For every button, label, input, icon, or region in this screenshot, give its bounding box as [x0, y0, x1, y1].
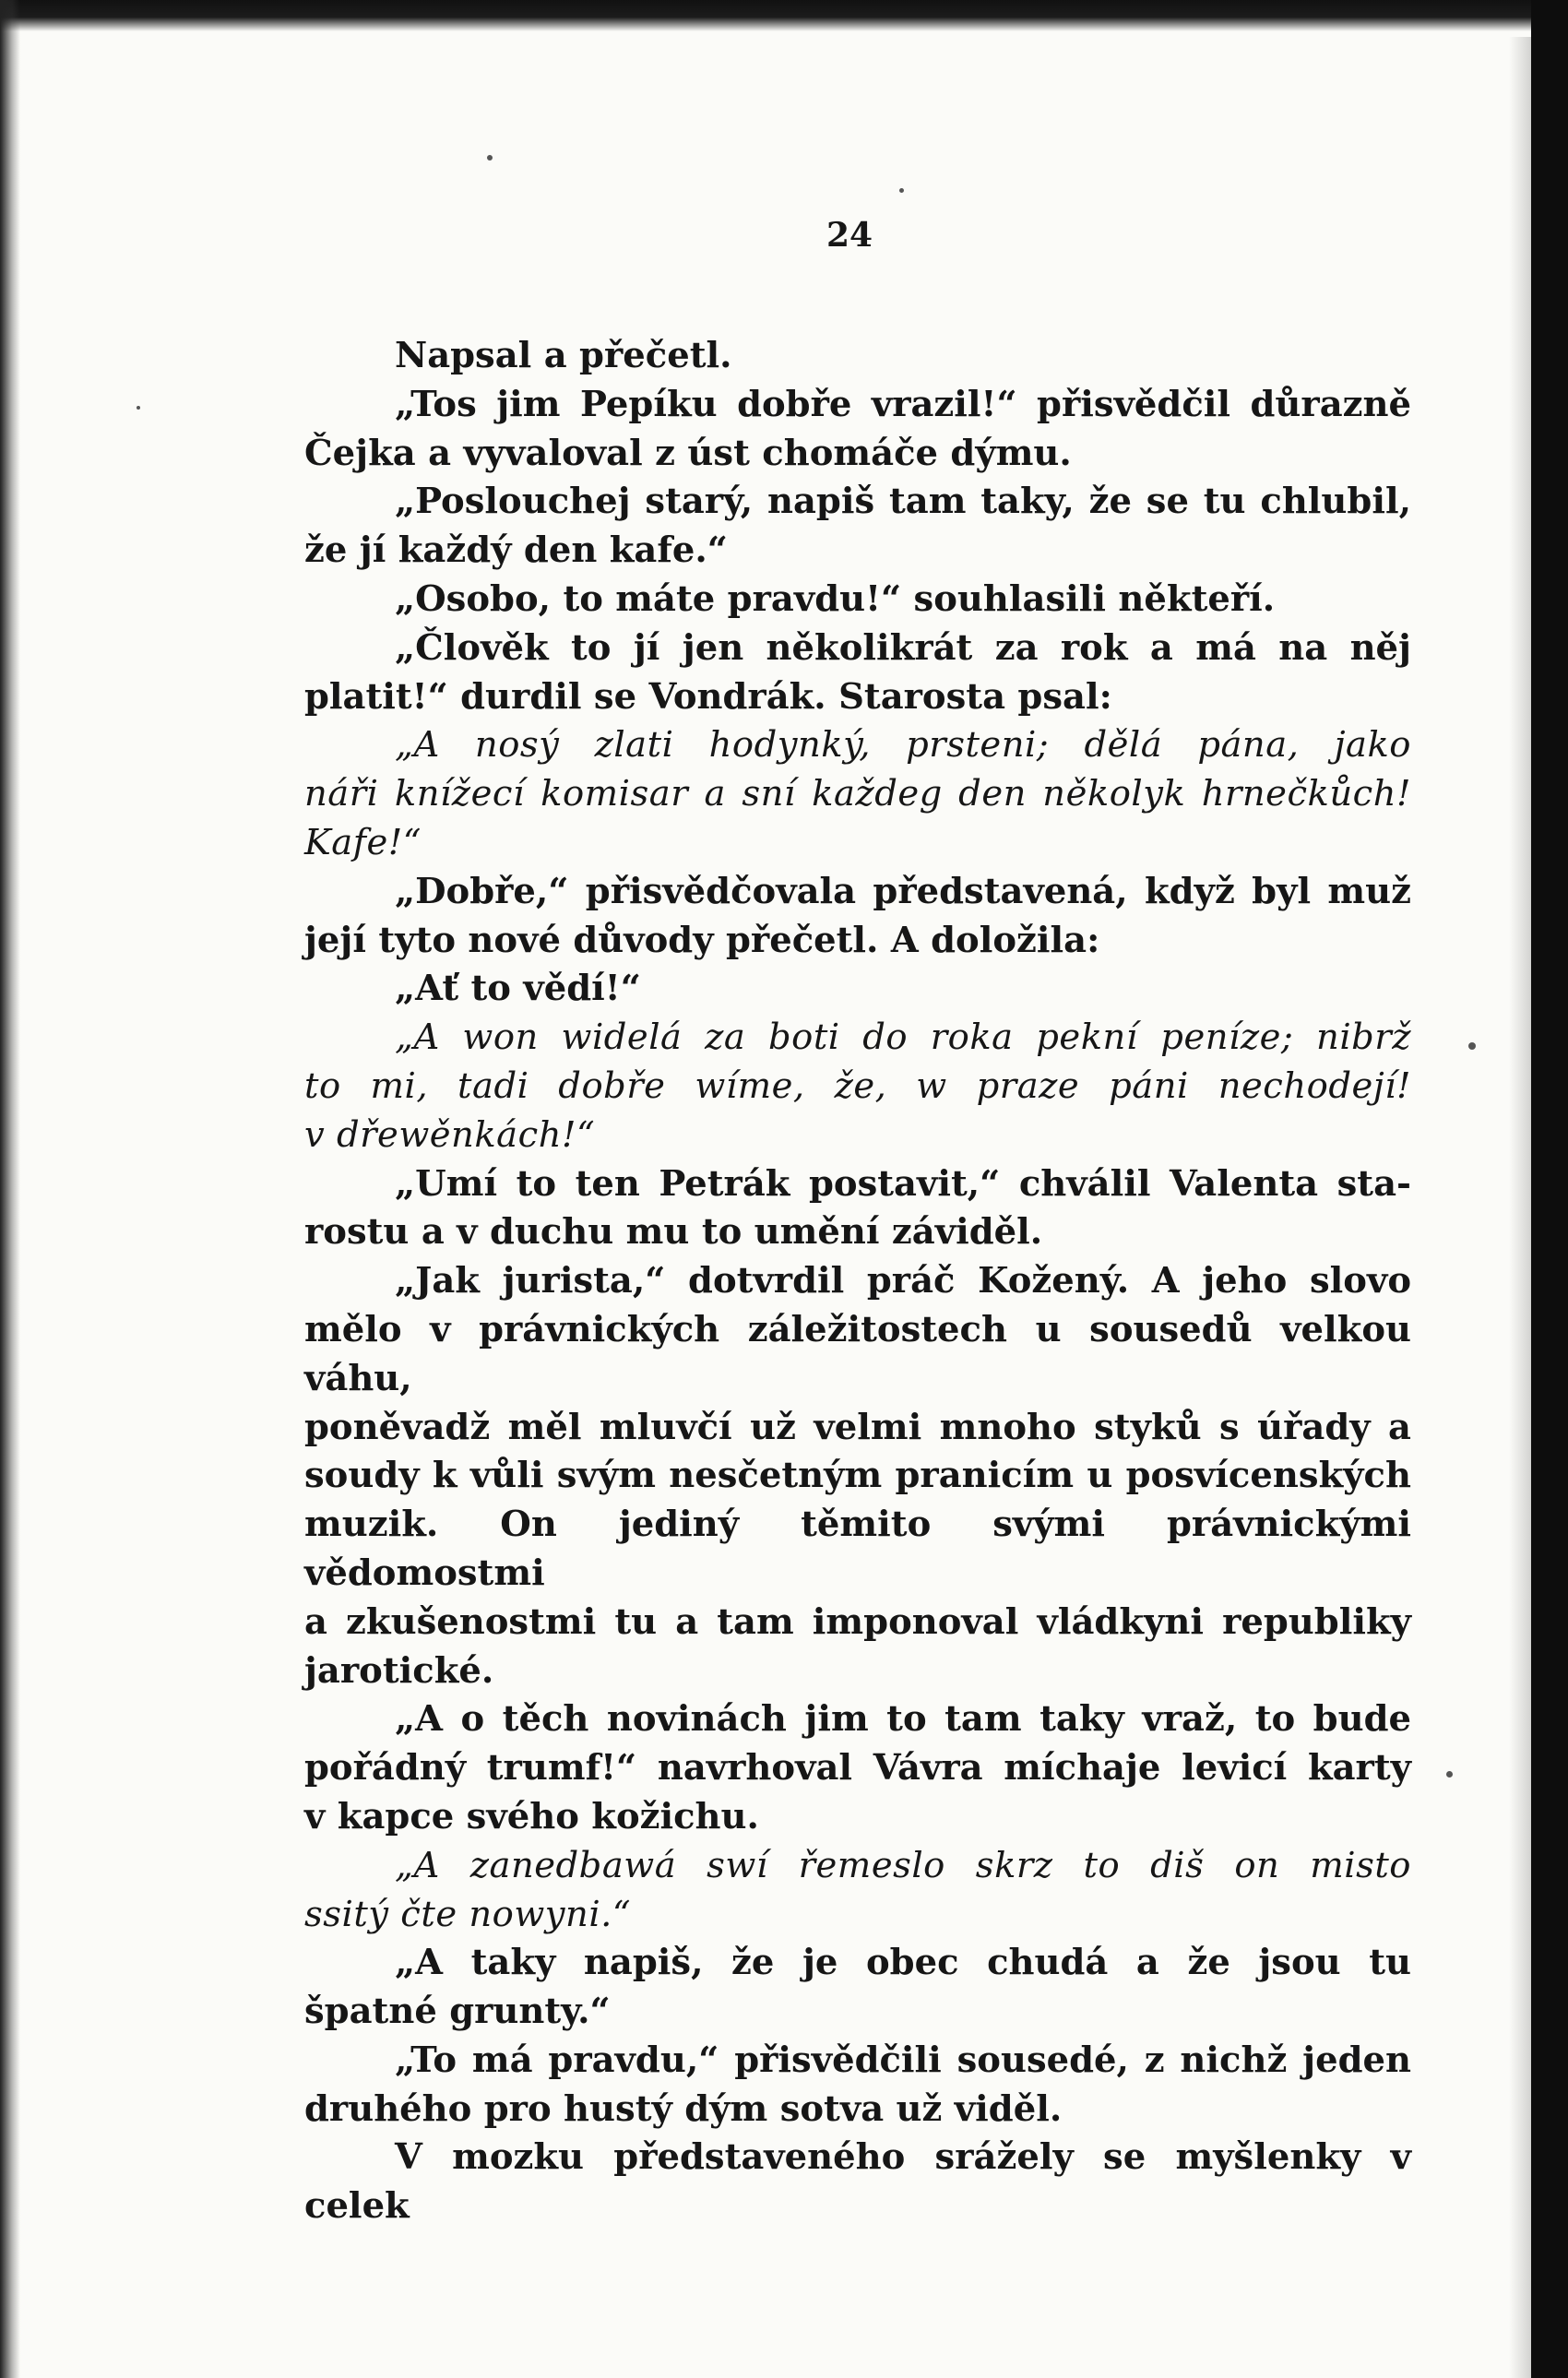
text-line: platit!“ durdil se Vondrák. Starosta psal:: [304, 675, 1112, 718]
text-line: „Umí to ten Petrák postavit,“ chválil Valenta sta-: [395, 1162, 1411, 1205]
text-line: muzik. On jediný těmito svými právnickými vědomostmi: [304, 1504, 1411, 1594]
text-line-dialect: ssitý čte nowyni.“: [304, 1893, 632, 1935]
text-line-dialect: „A zanedbawá swí řemeslo skrz to diš on misto: [395, 1844, 1411, 1886]
scan-shadow-right: [1509, 37, 1531, 2378]
text-line: „Poslouchej starý, napiš tam taky, že se tu chlubil,: [395, 481, 1411, 523]
text-line: „Jak jurista,“ dotvrdil práč Kožený. A jeho slovo: [395, 1260, 1411, 1302]
text-line: „Ať to vědí!“: [395, 968, 641, 1010]
text-line: mělo v právnických záležitostech u sousedů velkou váhu,: [304, 1308, 1411, 1399]
text-line: Napsal a přečetl.: [395, 335, 732, 376]
scan-speck: [1468, 1042, 1476, 1050]
text-line: její tyto nové důvody přečetl. A doložila:: [304, 919, 1100, 961]
body-text: [304, 332, 1411, 2231]
text-line: v kapce svého kožichu.: [304, 1795, 759, 1837]
text-line: „Osobo, to máte pravdu!“ souhlasili někteří.: [395, 577, 1276, 620]
text-line: špatné grunty.“: [304, 1991, 611, 2033]
text-line: „To má pravdu,“ přisvědčili sousedé, z nichž jeden: [395, 2039, 1411, 2081]
text-line: poněvadž měl mluvčí už velmi mnoho styků s úřady a: [304, 1406, 1411, 1448]
text-line: „Člověk to jí jen několikrát za rok a má na něj: [395, 626, 1411, 669]
text-line-dialect: „A nosý zlati hodynký, prsteni; dělá pána, jako: [395, 724, 1411, 767]
text-line-dialect: „A won widelá za boti do roka pekní peníze; nibrž: [395, 1017, 1411, 1059]
scan-speck: [1446, 1771, 1453, 1778]
scan-speck: [899, 188, 904, 193]
text-line: „A o těch novinách jim to tam taky vraž, to bude: [395, 1698, 1411, 1741]
text-line-dialect: v dřewěnkách!“: [304, 1113, 596, 1156]
text-line: soudy k vůli svým nesčetným pranicím u posvícenských: [304, 1455, 1411, 1497]
text-line: že jí každý den kafe.“: [304, 529, 728, 572]
text-line: rostu a v duchu mu to umění záviděl.: [304, 1211, 1043, 1254]
text-line: jarotické.: [304, 1649, 494, 1692]
text-line: Čejka a vyvaloval z úst chomáče dýmu.: [304, 432, 1072, 474]
scan-border-left: [0, 0, 20, 2378]
scan-border-top: [0, 0, 1568, 31]
text-line-dialect: Kafe!“: [304, 821, 422, 863]
text-line: a zkušenostmi tu a tam imponoval vládkyni republiky: [304, 1600, 1411, 1643]
scan-speck: [487, 155, 493, 161]
text-line: „Tos jim Pepíku dobře vrazil!“ přisvědčil důrazně: [395, 383, 1411, 425]
scan-border-right: [1531, 0, 1568, 2378]
text-line: „Dobře,“ přisvědčovala představená, když byl muž: [395, 870, 1411, 912]
text-line-dialect: to mi, tadi dobře wíme, že, w praze páni nechodejí!: [304, 1064, 1411, 1107]
text-line: druhého pro hustý dým sotva už viděl.: [304, 2087, 1063, 2130]
text-line: „A taky napiš, že je obec chudá a že jsou tu: [395, 1942, 1411, 1984]
text-line-dialect: náři knížecí komisar a sní každeg den několyk hrnečkůch!: [304, 773, 1411, 815]
text-line: V mozku představeného srážely se myšlenky v celek: [304, 2136, 1411, 2228]
page-number: 24: [826, 216, 873, 255]
text-line: pořádný trumf!“ navrhoval Vávra míchaje levicí karty: [304, 1747, 1411, 1789]
scan-speck: [137, 406, 140, 410]
